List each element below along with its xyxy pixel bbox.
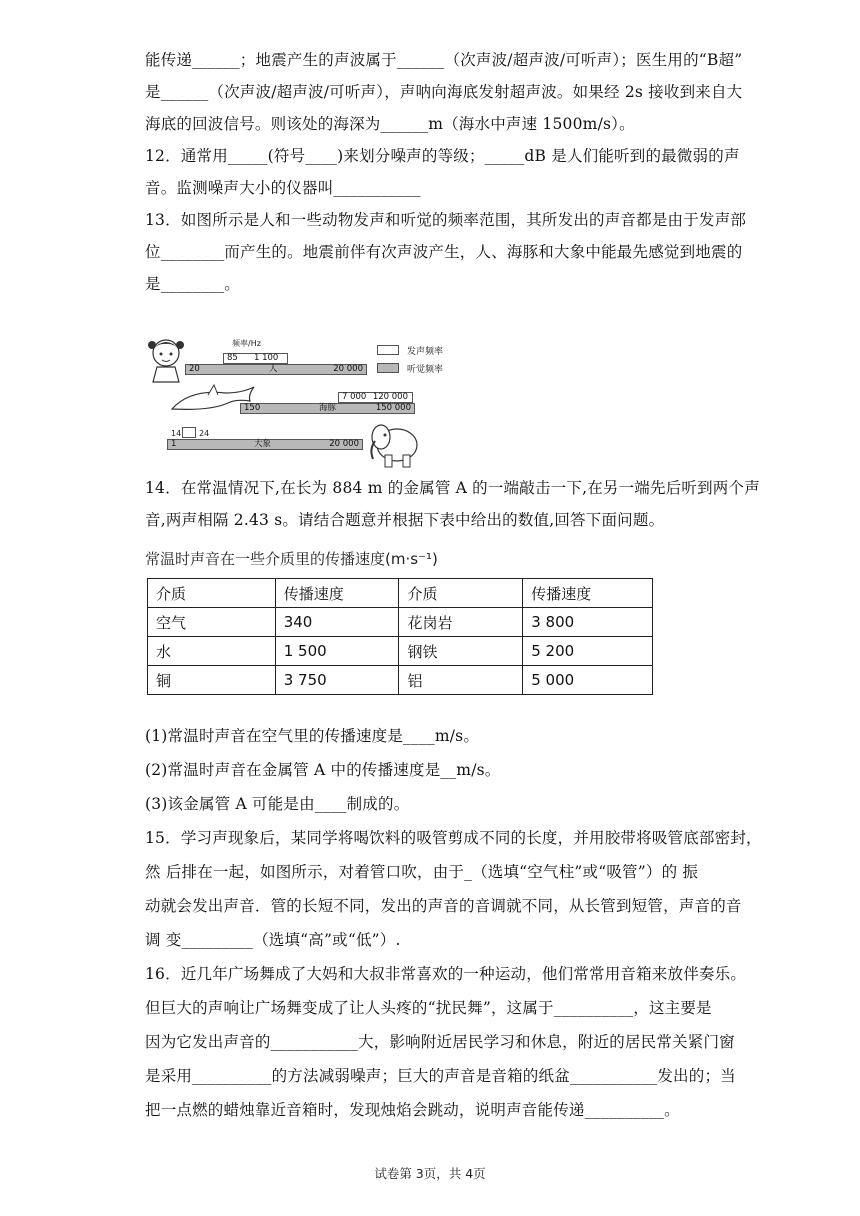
speed-table xyxy=(147,578,653,695)
elephant-hear-max: 20 000 xyxy=(329,439,359,449)
dolphin-speak-bar xyxy=(338,392,413,403)
table-header-cell: 介质 xyxy=(399,579,523,608)
elephant-speak-max: 24 xyxy=(199,429,210,438)
dolphin-hear-bar xyxy=(240,403,415,414)
legend-speak-label: 发声频率 xyxy=(407,347,444,357)
table-cell: 水 xyxy=(148,637,276,666)
table-cell: 1 500 xyxy=(275,637,399,666)
table-cell: 铜 xyxy=(148,666,276,695)
text-line: 动就会发出声音．管的长短不同，发出的声音的音调就不同，从长管到短管，声音的音 xyxy=(145,897,742,915)
dolphin-hear-min: 150 xyxy=(244,403,261,413)
text-line: 音,两声相隔 2.43 s。请结合题意并根据下表中给出的数值,回答下面问题。 xyxy=(145,511,665,529)
elephant-hear-min: 1 xyxy=(171,439,177,449)
table-row xyxy=(148,608,653,637)
dolphin-speak-max: 120 000 xyxy=(372,392,408,402)
elephant-speak-bar xyxy=(182,427,196,438)
text-line: 然 后排在一起，如图所示，对着管口吹，由于_（选填“空气柱”或“吸管”）的 振 xyxy=(145,863,699,881)
table-cell: 钢铁 xyxy=(399,637,523,666)
table-row xyxy=(148,637,653,666)
human-hear-min: 20 xyxy=(189,364,200,374)
dolphin-hear-max: 150 000 xyxy=(375,403,411,413)
elephant-hear-bar xyxy=(167,439,363,450)
human-hear-max: 20 000 xyxy=(333,364,363,374)
table-header-cell: 传播速度 xyxy=(523,579,653,608)
table-cell: 铝 xyxy=(399,666,523,695)
text-line: 调 变_________（选填“高”或“低”）. xyxy=(145,931,401,949)
legend-hear-label: 听觉频率 xyxy=(407,365,444,375)
text-line: 海底的回波信号。则该处的海深为______m（海水中声速 1500m/s）。 xyxy=(145,115,635,133)
table-header-cell: 介质 xyxy=(148,579,276,608)
question-16: 16．近几年广场舞成了大妈和大叔非常喜欢的一种运动，他们常常用音箱来放伴奏乐。 xyxy=(145,965,747,983)
text-line: 因为它发出声音的___________大，影响附近居民学习和休息，附近的居民常关紧门窗 xyxy=(145,1033,735,1051)
text-line: 是______（次声波/超声波/可听声），声呐向海底发射超声波。如果经 2s 接收到来自大 xyxy=(145,83,743,101)
human-speak-max: 1 100 xyxy=(254,353,279,363)
girl-illustration xyxy=(145,335,187,383)
table-cell: 340 xyxy=(275,608,399,637)
elephant-illustration xyxy=(367,417,423,469)
human-hear-bar xyxy=(185,364,367,375)
dolphin-speak-min: 7 000 xyxy=(342,392,367,402)
table-caption: 常温时声音在一些介质里的传播速度(m·s⁻¹) xyxy=(145,550,438,568)
elephant-name: 大象 xyxy=(254,439,272,449)
table-row xyxy=(148,666,653,695)
question-12: 12．通常用_____(符号____)来划分噪声的等级；_____dB 是人们能听到的最微弱的声 xyxy=(145,147,740,165)
table-header-cell: 传播速度 xyxy=(275,579,399,608)
table-cell: 5 000 xyxy=(523,666,653,695)
text-line: 是________。 xyxy=(145,275,241,293)
table-cell: 空气 xyxy=(148,608,276,637)
dolphin-name: 海豚 xyxy=(319,403,337,413)
text-line: 但巨大的声响让广场舞变成了让人头疼的“扰民舞”，这属于__________，这主要是 xyxy=(145,999,712,1017)
text-line: 把一点燃的蜡烛靠近音箱时，发现烛焰会跳动，说明声音能传递__________。 xyxy=(145,1101,680,1119)
text-line: 位________而产生的。地震前伴有次声波产生，人、海豚和大象中能最先感觉到地震的 xyxy=(145,243,743,261)
question-15: 15．学习声现象后，某同学将喝饮料的吸管剪成不同的长度，并用胶带将吸管底部密封， xyxy=(145,829,762,847)
table-header-row xyxy=(148,579,653,608)
text-line: 音。监测噪声大小的仪器叫___________ xyxy=(145,179,421,197)
table-cell: 3 800 xyxy=(523,608,653,637)
question-13: 13．如图所示是人和一些动物发声和听觉的频率范围，其所发出的声音都是由于发声部 xyxy=(145,211,747,229)
question-14-part-2: (2)常温时声音在金属管 A 中的传播速度是__m/s。 xyxy=(145,761,501,779)
table-cell: 花岗岩 xyxy=(399,608,523,637)
human-speak-min: 85 xyxy=(227,353,238,363)
elephant-speak-min: 14 xyxy=(171,429,182,438)
human-speak-bar xyxy=(223,353,288,364)
question-14-part-1: (1)常温时声音在空气里的传播速度是____m/s。 xyxy=(145,727,480,745)
human-name: 人 xyxy=(269,364,278,374)
frequency-range-figure xyxy=(145,335,444,470)
table-cell: 5 200 xyxy=(523,637,653,666)
table-cell: 3 750 xyxy=(275,666,399,695)
axis-label: 频率/Hz xyxy=(232,339,261,348)
question-14-part-3: (3)该金属管 A 可能是由____制成的。 xyxy=(145,795,410,813)
legend-speak-swatch xyxy=(377,345,399,355)
page-footer: 试卷第 3页，共 4页 xyxy=(374,1166,486,1181)
text-line: 是采用__________的方法减弱噪声；巨大的声音是音箱的纸盆___________发出的；当 xyxy=(145,1067,736,1085)
text-line: 能传递______；地震产生的声波属于______（次声波/超声波/可听声）；医生用的“B超” xyxy=(145,51,743,69)
legend-hear-swatch xyxy=(377,363,399,373)
question-14: 14．在常温情况下,在长为 884 m 的金属管 A 的一端敲击一下,在另一端先后听到两个声 xyxy=(145,479,760,497)
